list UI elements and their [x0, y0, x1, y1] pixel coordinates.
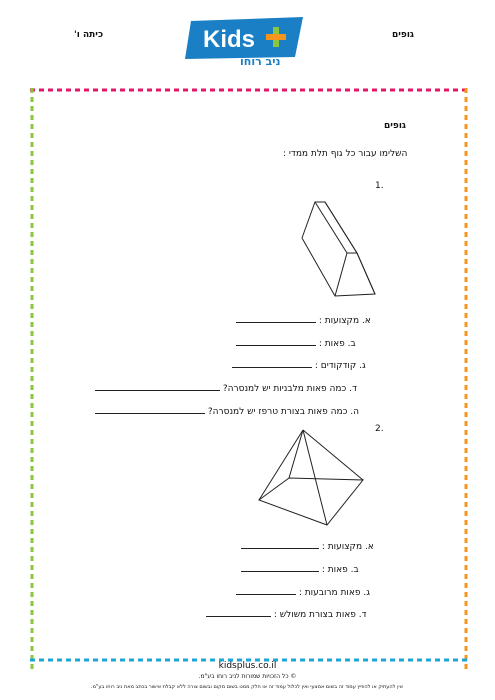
q1-item-d-text: כמה פאות מלבניות יש למנסרה? — [222, 384, 347, 394]
q1-item-c-letter: ג. — [359, 361, 366, 371]
q2-item-d — [206, 607, 367, 620]
logo-word: Kids — [203, 26, 256, 53]
q2-item-b-text: פאות : — [321, 565, 348, 575]
q2-item-d-text: פאות בצורת משולש : — [273, 610, 356, 620]
footer-legal: אין להעתיק או להפיץ עמוד זה בשום אמצעי ואין לכלול עמוד זה או חלק ממנו בשום מקום ובשום צורה ללא קבלת אישור בכתב מאת ניב רוחו בע"מ. — [91, 684, 403, 690]
q2-item-c — [236, 585, 370, 598]
q1-item-d — [95, 381, 357, 394]
q2-item-a-letter: א. — [364, 542, 374, 552]
q1-answer-a[interactable] — [236, 313, 316, 323]
q1-item-c — [232, 358, 366, 371]
q2-item-d-letter: ד. — [358, 610, 367, 620]
header-topic: גופים — [392, 30, 414, 40]
worksheet-title: גופים — [384, 121, 406, 131]
q2-item-c-letter: ג. — [363, 588, 370, 598]
q2-item-c-text: פאות מרובעות : — [298, 588, 361, 598]
header-grade: כיתה ו' — [74, 30, 104, 40]
q2-item-a — [241, 539, 374, 552]
q1-answer-e[interactable] — [95, 404, 205, 414]
q1-item-b-letter: ב. — [347, 339, 356, 349]
q2-answer-a[interactable] — [241, 539, 319, 549]
prism-figure — [300, 198, 380, 300]
q1-item-e — [95, 404, 359, 417]
footer-url: kidsplus.co.il — [218, 661, 277, 671]
q2-item-b — [241, 562, 359, 575]
q2-answer-c[interactable] — [236, 585, 296, 595]
instructions: השלימו עבור כל גוף תלת ממדי : — [283, 149, 408, 159]
q2-item-a-text: מקצועות : — [321, 542, 363, 552]
dashed-frame — [30, 88, 468, 670]
q1-answer-b[interactable] — [236, 336, 316, 346]
q1-answer-d[interactable] — [95, 381, 220, 391]
q2-answer-b[interactable] — [241, 562, 319, 572]
q1-item-c-text: קודקודים : — [314, 361, 357, 371]
q1-item-a-letter: א. — [361, 316, 371, 326]
q1-number: 1. — [375, 181, 384, 191]
q1-item-a — [236, 313, 371, 326]
q1-item-d-letter: ד. — [349, 384, 357, 394]
q1-item-b-text: פאות : — [318, 339, 345, 349]
q2-answer-d[interactable] — [206, 607, 271, 617]
q1-answer-c[interactable] — [232, 358, 312, 368]
q1-item-a-text: מקצועות : — [318, 316, 360, 326]
q1-item-e-letter: ה. — [350, 407, 359, 417]
pyramid-figure — [255, 428, 367, 528]
q2-item-b-letter: ב. — [350, 565, 359, 575]
q1-item-b — [236, 336, 356, 349]
q1-item-e-text: כמה פאות בצורת טרפז יש למנסרה? — [207, 407, 348, 417]
logo-subtitle: ניב רוחו — [240, 55, 281, 68]
q2-number: 2. — [375, 424, 384, 434]
footer-copyright: © כל הזכויות שמורות לניב רוחו בע"מ. — [198, 673, 297, 680]
